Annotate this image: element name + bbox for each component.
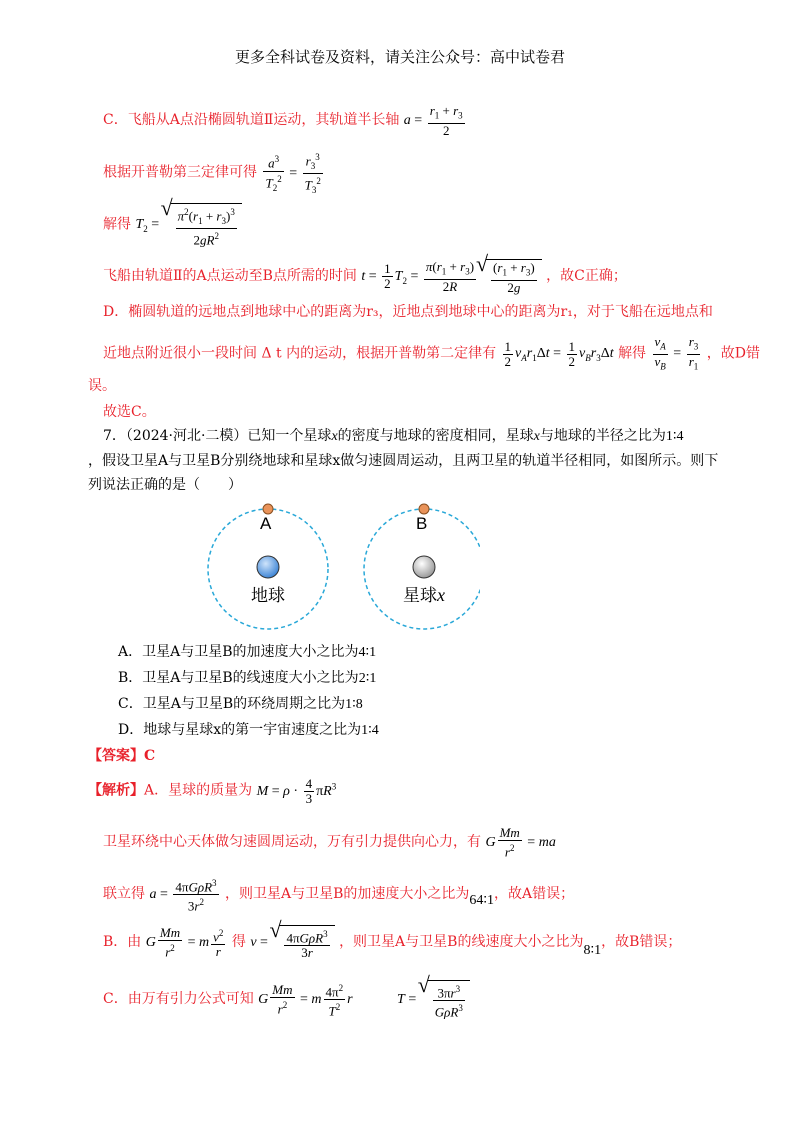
analysis-label: 【解析】 xyxy=(88,782,144,799)
formula-c-gravity: G $\frac{Mm}{r^2}$ = m $\frac{4\pi^2}{T^2}$ r xyxy=(258,982,353,1019)
question7-stem-line3: 列说法正确的是（ ） xyxy=(88,477,242,493)
option-d[interactable]: D．地球与星球x的第一宇宙速度之比为1∶4 xyxy=(118,722,379,738)
b-mid: 得 xyxy=(231,933,246,950)
formula-velocity: v = √ $\frac{4\pi G\rho R^3}{3r}$ xyxy=(250,935,334,950)
solution-d-line1: D．椭圆轨道的远地点到地球中心的距离为r₃，近地点到地球中心的距离为r₁，对于飞船在远地点和 xyxy=(103,304,713,320)
formula-gravity: G $\frac{Mm}{r^2}$ = ma xyxy=(485,825,556,860)
analysis-b-line xyxy=(103,925,681,960)
satellite-a xyxy=(263,504,273,514)
analysis-a-text: A．星球的质量为 xyxy=(144,782,253,799)
earth-icon xyxy=(257,556,279,578)
question7-stem-line2: ，假设卫星A与卫星B分别绕地球和星球x做匀速圆周运动，且两卫星的轨道半径相同，如图所示。则下 xyxy=(88,453,719,469)
gravity-text: 卫星环绕中心天体做匀速圆周运动，万有引力提供向心力，有 xyxy=(103,833,481,850)
b-tail: ，则卫星A与卫星B的线速度大小之比为 xyxy=(339,933,584,950)
kepler-third-law-line xyxy=(103,150,325,197)
time-tail: ，故C正确； xyxy=(546,268,627,285)
combine-line xyxy=(103,876,574,914)
formula-semi-major-axis: a = $\frac{r_1 + r_3}{2}$ xyxy=(403,103,463,138)
stem1-c: 与地球的半径之比为 xyxy=(539,428,666,444)
b-ratio: 8∶1 xyxy=(583,942,602,958)
solution-c-line xyxy=(103,104,467,138)
label-b: B xyxy=(416,514,428,533)
answer: 【答案】C xyxy=(88,748,156,764)
solution-d-line2-a: 近地点附近很小一段时间 Δ t 内的运动，根据开普勒第二定律有 xyxy=(103,345,497,362)
solution-d-line2-b: 解得 xyxy=(618,345,647,362)
choose-c: 故选C。 xyxy=(103,404,156,420)
stem1-a: 7．（2024·河北·二模）已知一个星球 xyxy=(103,428,332,444)
option-a[interactable]: A．卫星A与卫星B的加速度大小之比为4∶1 xyxy=(118,644,377,660)
c-text: C．由万有引力公式可知 xyxy=(103,991,254,1008)
solve-t2-line xyxy=(103,203,242,247)
b-wrong: ，故B错误； xyxy=(601,933,682,950)
a-ratio: 64∶1 xyxy=(469,893,495,909)
solution-d-line3: 误。 xyxy=(88,378,116,394)
analysis-a-line xyxy=(88,776,336,806)
option-b[interactable]: B．卫星A与卫星B的线速度大小之比为2∶1 xyxy=(118,670,377,686)
analysis-c-line xyxy=(103,980,470,1020)
formula-mass: M = ρ · $\frac{4}{3}$ $\pi R^3$ xyxy=(256,775,337,806)
formula-kepler-second: $\frac{1}{2}$ $v_Ar_1\Delta t$ = $\frac{1}{2}$ $v_Br_3\Delta t$ xyxy=(504,338,614,369)
formula-b-gravity: G $\frac{Mm}{r^2}$ = m $\frac{v^2}{r}$ xyxy=(145,925,224,960)
planet-icon xyxy=(413,556,435,578)
option-c[interactable]: C．卫星A与卫星B的环绕周期之比为1∶8 xyxy=(118,696,363,712)
solution-c-text: C．飞船从A点沿椭圆轨道Ⅱ运动，其轨道半长轴 xyxy=(103,112,400,129)
time-line xyxy=(103,259,627,295)
gravity-line xyxy=(103,826,556,859)
formula-t2: $T_2$ = √ $\frac{\pi^2(r_1 + r_3)^3}{2gR^2}$ xyxy=(135,217,241,232)
formula-kepler-third: $\frac{a^3}{T_2^2}$ = $\frac{r_3^3}{T_3^2}$ xyxy=(265,152,321,195)
time-text: 飞船由轨道Ⅱ的A点运动至B点所需的时间 xyxy=(103,268,357,285)
formula-time: t = $\frac{1}{2}$ $T_2$ = $\frac{\pi(r_1 + r_3)}{2R}$ √ $\frac{(r_1 + r_3)}{2g}$ xyxy=(361,269,541,284)
stem-ratio: 1∶4 xyxy=(665,429,684,444)
question7-stem-line1: 7．（2024·河北·二模）已知一个星球x的密度与地球的密度相同，星球x与地球的半径之比为1∶4 xyxy=(103,428,684,444)
combine-text: 联立得 xyxy=(103,886,145,903)
formula-acceleration: a = $\frac{4\pi G\rho R^3}{3r^2}$ xyxy=(149,878,217,914)
orbit-figure xyxy=(200,495,480,635)
label-a: A xyxy=(260,514,272,533)
satellite-b xyxy=(419,504,429,514)
a-wrong: ，故A错误； xyxy=(494,886,575,903)
formula-velocity-ratio: $\frac{v_A}{v_B}$ = $\frac{r_3}{r_1}$ xyxy=(654,334,699,372)
solution-d-line2 xyxy=(103,335,760,373)
stem1-b: 的密度与地球的密度相同，星球 xyxy=(337,428,534,444)
kepler-third-law-text: 根据开普勒第三定律可得 xyxy=(103,164,257,181)
formula-period: T = √ $\frac{3\pi r^3}{G\rho R^3}$ xyxy=(397,992,470,1007)
page-header: 更多全科试卷及资料，请关注公众号：高中试卷君 xyxy=(234,48,565,66)
label-planet-var: x xyxy=(437,585,445,605)
combine-tail: ，则卫星A与卫星B的加速度大小之比为 xyxy=(224,886,470,903)
label-earth: 地球 xyxy=(251,586,285,606)
solve-text: 解得 xyxy=(103,216,131,233)
b-text: B．由 xyxy=(103,933,142,950)
label-planet: 星球 xyxy=(403,586,437,606)
solution-d-line2-c: ，故D错 xyxy=(706,345,760,362)
